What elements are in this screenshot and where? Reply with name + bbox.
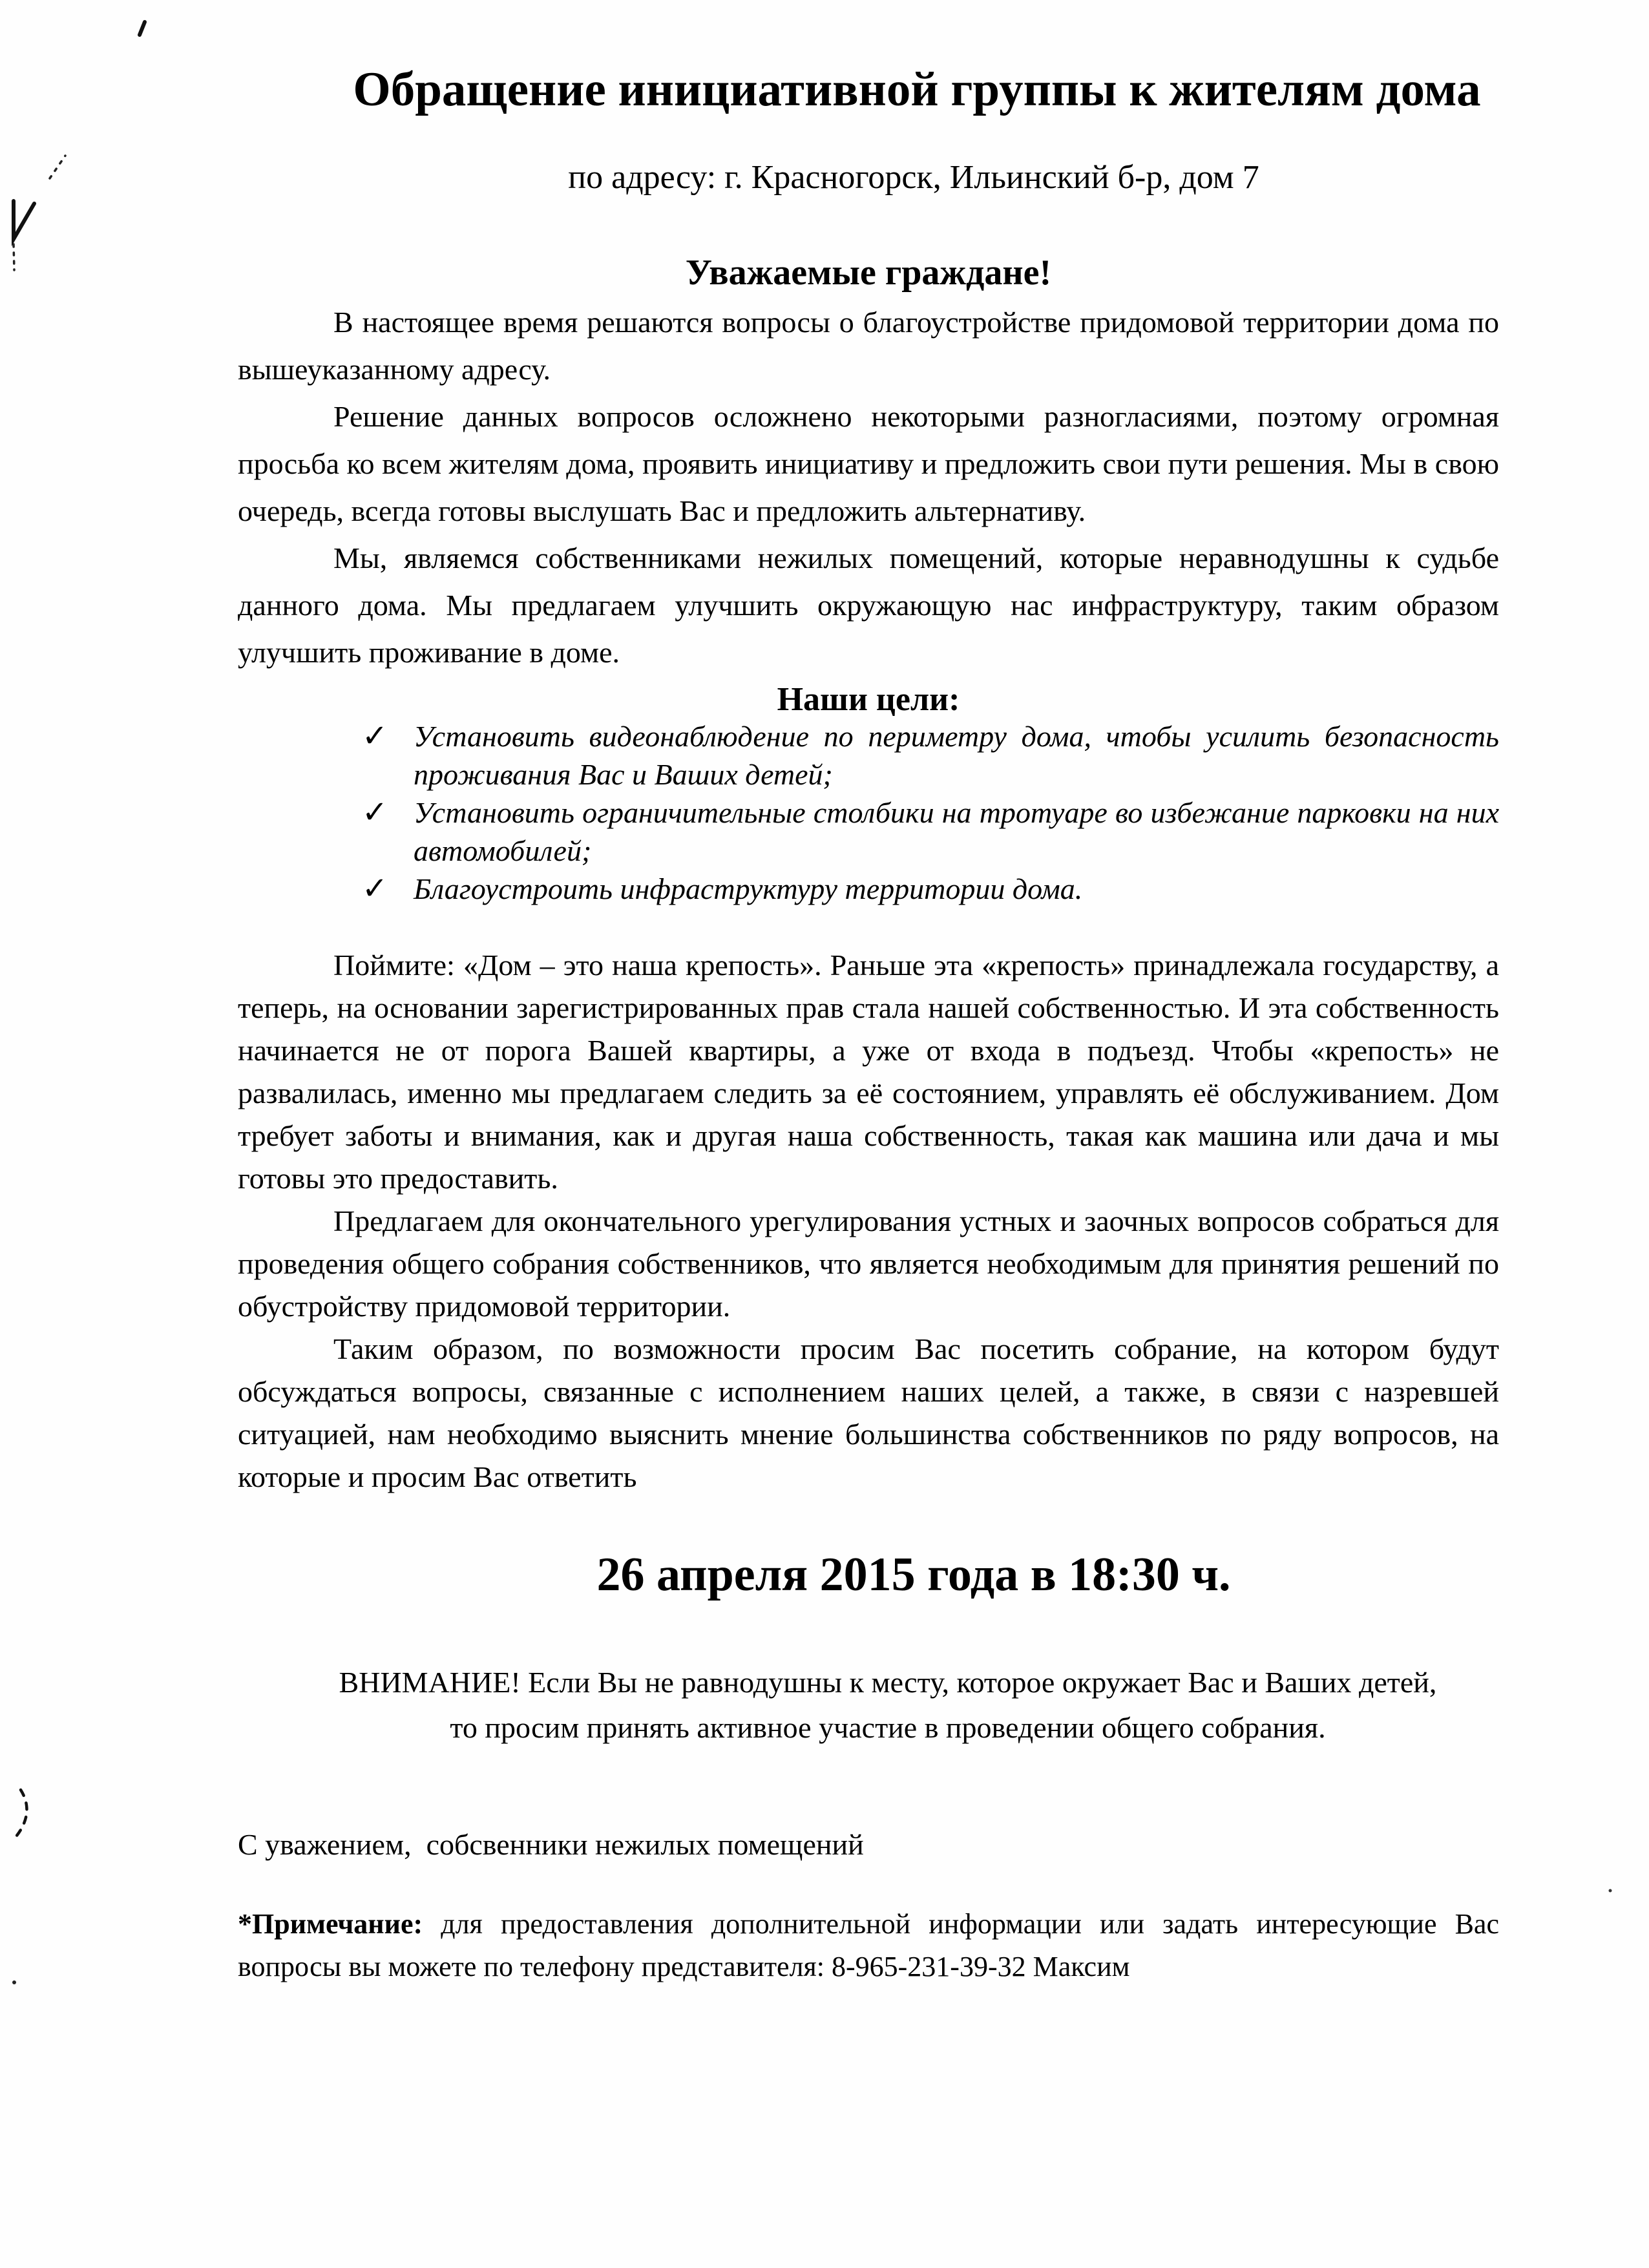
goal-text: Установить ограничительные столбики на тротуаре во избежание парковки на них автомобилей; (414, 796, 1499, 867)
goal-item (238, 793, 1499, 870)
goal-item (238, 717, 1499, 793)
footnote-text: для предоставления дополнительной информации или задать интересующие Вас вопросы вы можете по телефону представителя: 8-965-231-39-32 Максим (238, 1908, 1499, 1982)
dotted-slash-mark (50, 156, 65, 178)
goals-list (238, 717, 1499, 908)
footnote-label: *Примечание: (238, 1908, 423, 1940)
pen-tick-mark (140, 22, 145, 35)
ink-dot (12, 1980, 16, 1984)
main-paragraph: Предлагаем для окончательного урегулирования устных и заочных вопросов собраться для проведения общего собрания собственников, что является необходимым для принятия решений по обустройству придомовой территории. (238, 1204, 1499, 1323)
signature-line: С уважением, собсвенники нежилых помещений (238, 1828, 864, 1861)
checkmark-icon: ✓ (362, 872, 388, 906)
checkmark-icon: ✓ (362, 719, 388, 753)
main-paragraph: Поймите: «Дом – это наша крепость». Раньше эта «крепость» принадлежала государству, а теперь, на основании зарегистрированных прав стала нашей собственностью. И эта собственность начинается не от порога Вашей квартиры, а уже от входа в подъезд. Чтобы «крепость» не развалилась, именно мы предлагаем следить за её состоянием, управлять её обслуживанием. Дом требует заботы и внимания, как и другая наша собственность, такая как машина или дача и мы готовы это предоставить. (238, 949, 1499, 1195)
pen-check-mark (14, 201, 34, 239)
attention-note: ВНИМАНИЕ! Если Вы не равнодушны к месту, которое окружает Вас и Ваших детей, то просим принять активное участие в проведении общего собрания. (339, 1666, 1437, 1744)
intro-paragraph: Решение данных вопросов осложнено некоторыми разногласиями, поэтому огромная просьба ко всем жителям дома, проявить инициативу и предложить свои пути решения. Мы в свою очередь, всегда готовы выслушать Вас и предложить альтернативу. (238, 400, 1499, 527)
goals-heading: Наши цели: (777, 681, 960, 718)
intro-paragraph: Мы, являемся собственниками нежилых помещений, которые неравнодушны к судьбе данного дома. Мы предлагаем улучшить окружающую нас инфраструктуру, таким образом улучшить проживание в доме. (238, 541, 1499, 669)
goal-text: Благоустроить инфраструктуру территории дома. (414, 872, 1083, 905)
ink-speck (1609, 1889, 1612, 1893)
main-paragraph: Таким образом, по возможности просим Вас посетить собрание, на котором будут обсуждаться вопросы, связанные с исполнением наших целей, а также, в связи с назревшей ситуацией, нам необходимо выяснить мнение большинства собственников по ряду вопросов, на которые и просим Вас ответить (238, 1332, 1499, 1493)
greeting-heading: Уважаемые граждане! (685, 253, 1052, 293)
page-title: Обращение инициативной группы к жителям дома (353, 63, 1481, 116)
pen-arc-mark (13, 1790, 26, 1840)
intro-paragraph: В настоящее время решаются вопросы о благоустройстве придомовой территории дома по вышеуказанному адресу. (238, 306, 1499, 386)
meeting-datetime: 26 апреля 2015 года в 18:30 ч. (596, 1548, 1231, 1601)
address-subtitle: по адресу: г. Красногорск, Ильинский б-р, дом 7 (568, 159, 1259, 196)
letter-content (238, 0, 1499, 1988)
goal-item (238, 870, 1499, 908)
goal-text: Установить видеонаблюдение по периметру дома, чтобы усилить безопасность проживания Вас и Ваших детей; (414, 720, 1499, 791)
footnote (238, 1903, 1499, 1988)
checkmark-icon: ✓ (362, 795, 388, 830)
